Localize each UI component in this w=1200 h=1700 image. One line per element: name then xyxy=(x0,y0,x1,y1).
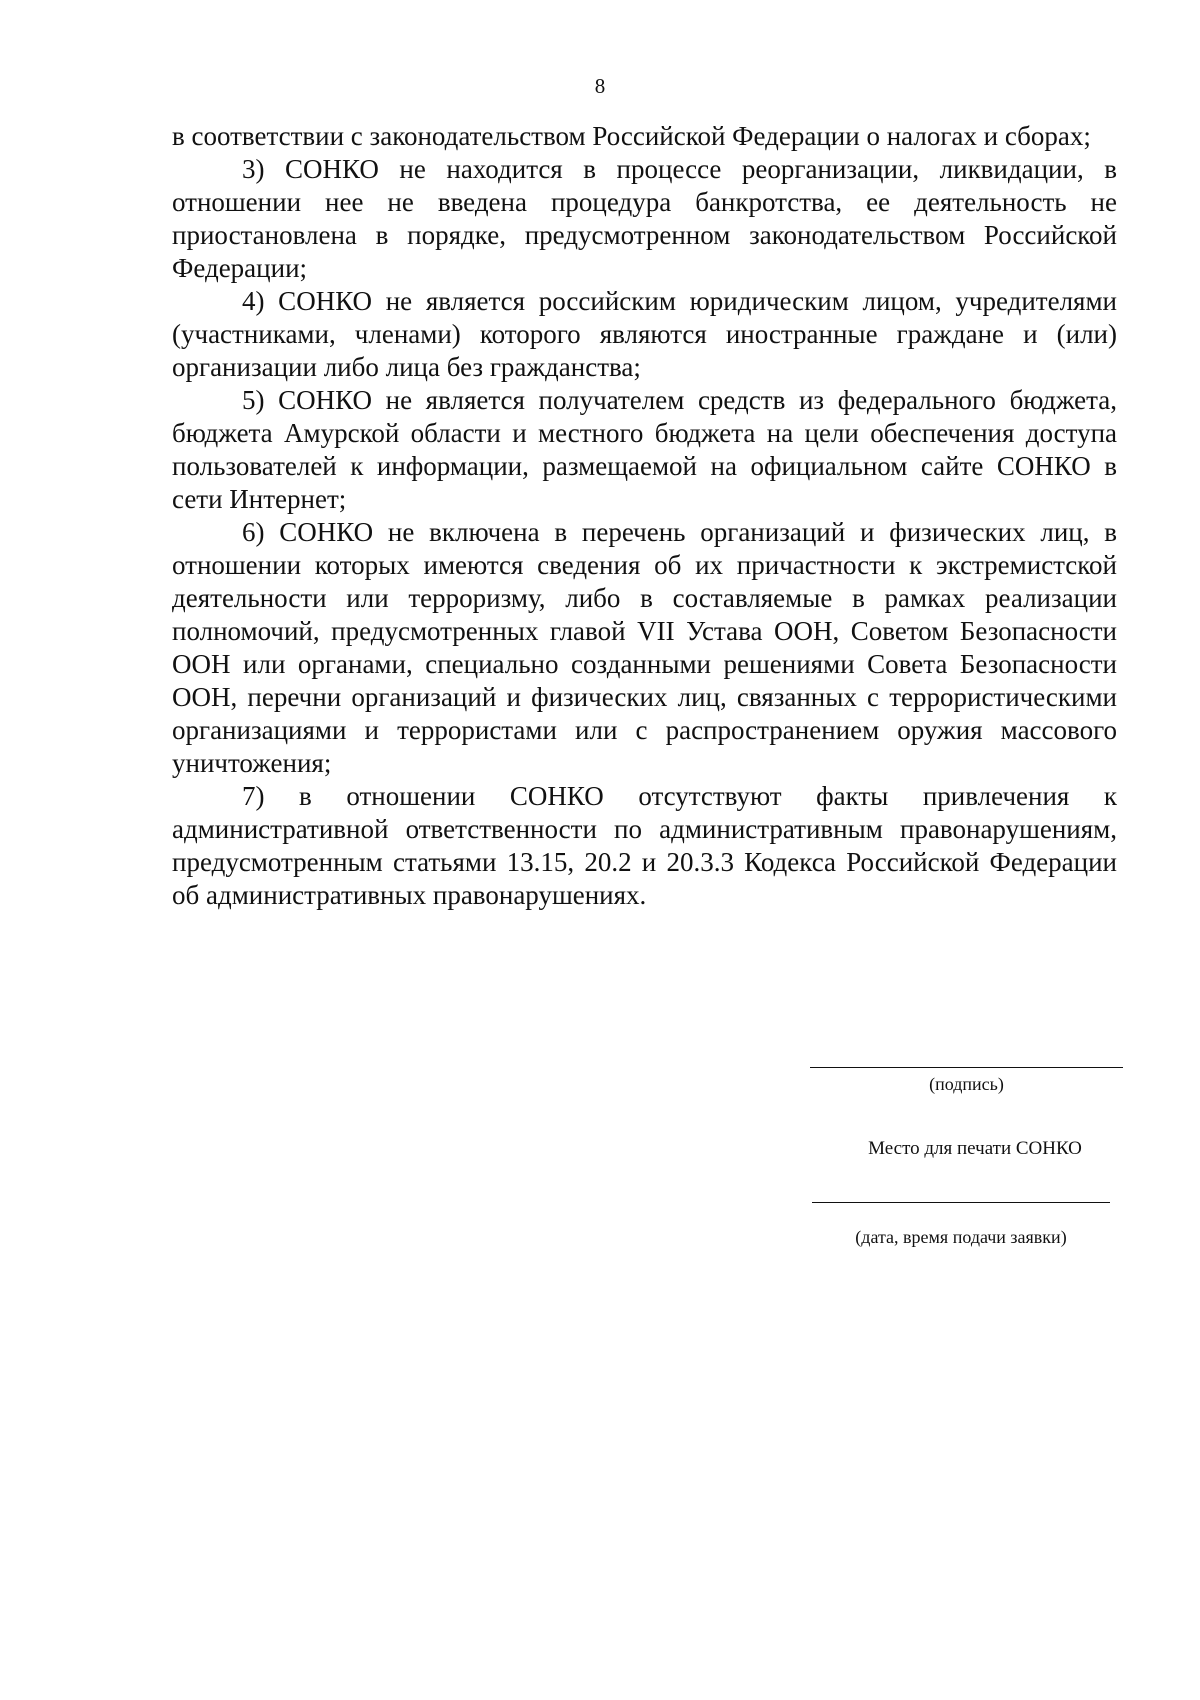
body-text xyxy=(172,120,1117,912)
stamp-place-caption: Место для печати СОНКО xyxy=(868,1138,1082,1159)
paragraph-item-7: 7) в отношении СОНКО отсутствуют факты привлечения к административной ответственности по административным правонарушениям, предусмотренным статьями 13.15, 20.2 и 20.3.3 Кодекса Российской Федерации об административных правонарушениях. xyxy=(172,781,1117,910)
date-line xyxy=(812,1202,1110,1203)
page-number: 8 xyxy=(594,74,606,98)
paragraph-item-3: 3) СОНКО не находится в процессе реорганизации, ликвидации, в отношении нее не введена процедура банкротства, ее деятельность не приостановлена в порядке, предусмотренном законодательством Российской Федерации; xyxy=(172,154,1117,283)
signature-line xyxy=(810,1067,1123,1068)
paragraph-item-6: 6) СОНКО не включена в перечень организаций и физических лиц, в отношении которых имеются сведения об их причастности к экстремистской деятельности или терроризму, либо в составляемые в рамках реализации полномочий, предусмотренных главой VII Устава ООН, Советом Безопасности ООН или органами, специально созданными решениями Совета Безопасности ООН, перечни организаций и физических лиц, связанных с террористическими организациями и террористами или с распространением оружия массового уничтожения; xyxy=(172,517,1117,778)
signature-caption: (подпись) xyxy=(929,1074,1004,1094)
date-caption: (дата, время подачи заявки) xyxy=(855,1227,1067,1247)
paragraph-continuation: в соответствии с законодательством Российской Федерации о налогах и сборах; xyxy=(172,121,1091,151)
paragraph-item-5: 5) СОНКО не является получателем средств из федерального бюджета, бюджета Амурской области и местного бюджета на цели обеспечения доступа пользователей к информации, размещаемой на официальном сайте СОНКО в сети Интернет; xyxy=(172,385,1117,514)
paragraph-item-4: 4) СОНКО не является российским юридическим лицом, учредителями (участниками, членами) которого являются иностранные граждане и (или) организации либо лица без гражданства; xyxy=(172,286,1117,382)
